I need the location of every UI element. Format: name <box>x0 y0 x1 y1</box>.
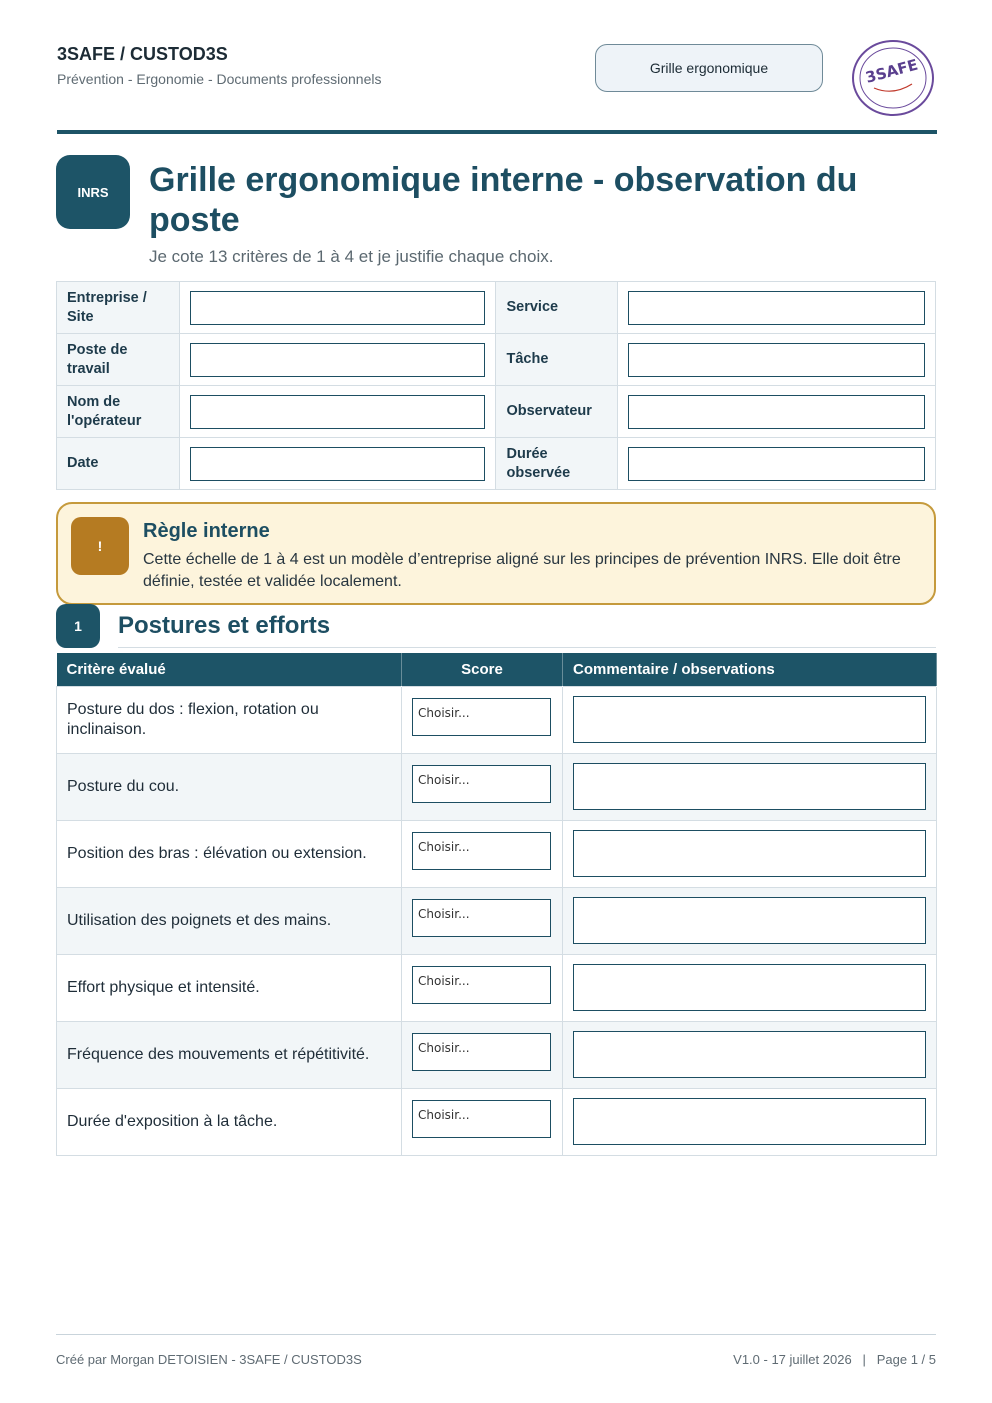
score-select[interactable]: Choisir... <box>412 899 551 937</box>
field-label-workstation: Poste de travail <box>57 334 180 386</box>
field-label-operator-name: Nom de l'opérateur <box>57 386 180 438</box>
section-number-badge: 1 <box>56 604 100 648</box>
page-subtitle: Je cote 13 critères de 1 à 4 et je justifie chaque choix. <box>149 247 554 266</box>
brand-name: 3SAFE / CUSTOD3S <box>57 44 228 64</box>
task-field[interactable] <box>628 343 925 377</box>
table-row <box>57 820 937 887</box>
criterion-label: Posture du cou. <box>57 753 402 820</box>
table-row <box>57 686 937 753</box>
page-footer <box>56 1334 936 1374</box>
comment-field[interactable] <box>573 696 926 743</box>
observer-field[interactable] <box>628 395 925 429</box>
operator-name-field[interactable] <box>190 395 486 429</box>
company-site-field[interactable] <box>190 291 486 325</box>
comment-field[interactable] <box>573 964 926 1011</box>
field-label-date: Date <box>57 438 180 490</box>
table-row <box>57 1088 937 1155</box>
criterion-label: Fréquence des mouvements et répétitivité. <box>57 1021 402 1088</box>
field-label-observed-duration: Durée observée <box>496 438 618 490</box>
criteria-table <box>56 653 937 1156</box>
brand-tagline: Prévention - Ergonomie - Documents professionnels <box>57 71 382 87</box>
table-row <box>57 887 937 954</box>
observed-duration-field[interactable] <box>628 447 925 481</box>
comment-field[interactable] <box>573 763 926 810</box>
table-row <box>57 753 937 820</box>
criterion-label: Effort physique et intensité. <box>57 954 402 1021</box>
inrs-badge-label: INRS <box>77 184 109 200</box>
document-type-label: Grille ergonomique <box>649 60 769 76</box>
field-label-company-site: Entreprise / Site <box>57 282 180 334</box>
info-row <box>57 386 936 438</box>
criterion-label: Durée d'exposition à la tâche. <box>57 1088 402 1155</box>
criterion-label: Posture du dos : flexion, rotation ou inclinaison. <box>57 686 402 753</box>
score-select[interactable]: Choisir... <box>412 832 551 870</box>
comment-field[interactable] <box>573 830 926 877</box>
info-row <box>57 334 936 386</box>
footer-author: Créé par Morgan DETOISIEN - 3SAFE / CUSTOD3S <box>56 1352 362 1367</box>
identification-table <box>56 281 936 490</box>
field-label-task: Tâche <box>496 334 618 386</box>
service-field[interactable] <box>628 291 925 325</box>
internal-rule-callout <box>56 502 936 605</box>
criterion-label: Utilisation des poignets et des mains. <box>57 887 402 954</box>
rule-text: Cette échelle de 1 à 4 est un modèle d’entreprise aligné sur les principes de prévention INRS. Elle doit être définie, testée et validée localement. <box>143 551 901 590</box>
stamp-text: 3SAFE <box>863 55 920 87</box>
workstation-field[interactable] <box>190 343 486 377</box>
field-label-observer: Observateur <box>496 386 618 438</box>
date-field[interactable] <box>190 447 486 481</box>
footer-version-page: V1.0 - 17 juillet 2026 | Page 1 / 5 <box>733 1352 936 1367</box>
comment-field[interactable] <box>573 1031 926 1078</box>
section-title: Postures et efforts <box>118 612 936 648</box>
column-header-comment: Commentaire / observations <box>563 653 937 686</box>
comment-field[interactable] <box>573 1098 926 1145</box>
criterion-label: Position des bras : élévation ou extension. <box>57 820 402 887</box>
field-label-service: Service <box>496 282 618 334</box>
document-type-badge <box>595 44 823 92</box>
inrs-badge <box>56 155 130 229</box>
comment-field[interactable] <box>573 897 926 944</box>
warning-icon: ! <box>71 517 129 575</box>
score-select[interactable]: Choisir... <box>412 966 551 1004</box>
table-row <box>57 1021 937 1088</box>
criteria-header-row <box>57 653 937 686</box>
info-row <box>57 282 936 334</box>
page-title: Grille ergonomique interne - observation du poste <box>149 161 858 239</box>
score-select[interactable]: Choisir... <box>412 1033 551 1071</box>
table-row <box>57 954 937 1021</box>
score-select[interactable]: Choisir... <box>412 765 551 803</box>
score-select[interactable]: Choisir... <box>412 1100 551 1138</box>
info-row <box>57 438 936 490</box>
page-header <box>57 44 937 134</box>
column-header-criterion: Critère évalué <box>57 653 402 686</box>
rule-title: Règle interne <box>143 520 270 542</box>
score-select[interactable]: Choisir... <box>412 698 551 736</box>
column-header-score: Score <box>402 653 563 686</box>
company-stamp-logo <box>850 38 936 118</box>
